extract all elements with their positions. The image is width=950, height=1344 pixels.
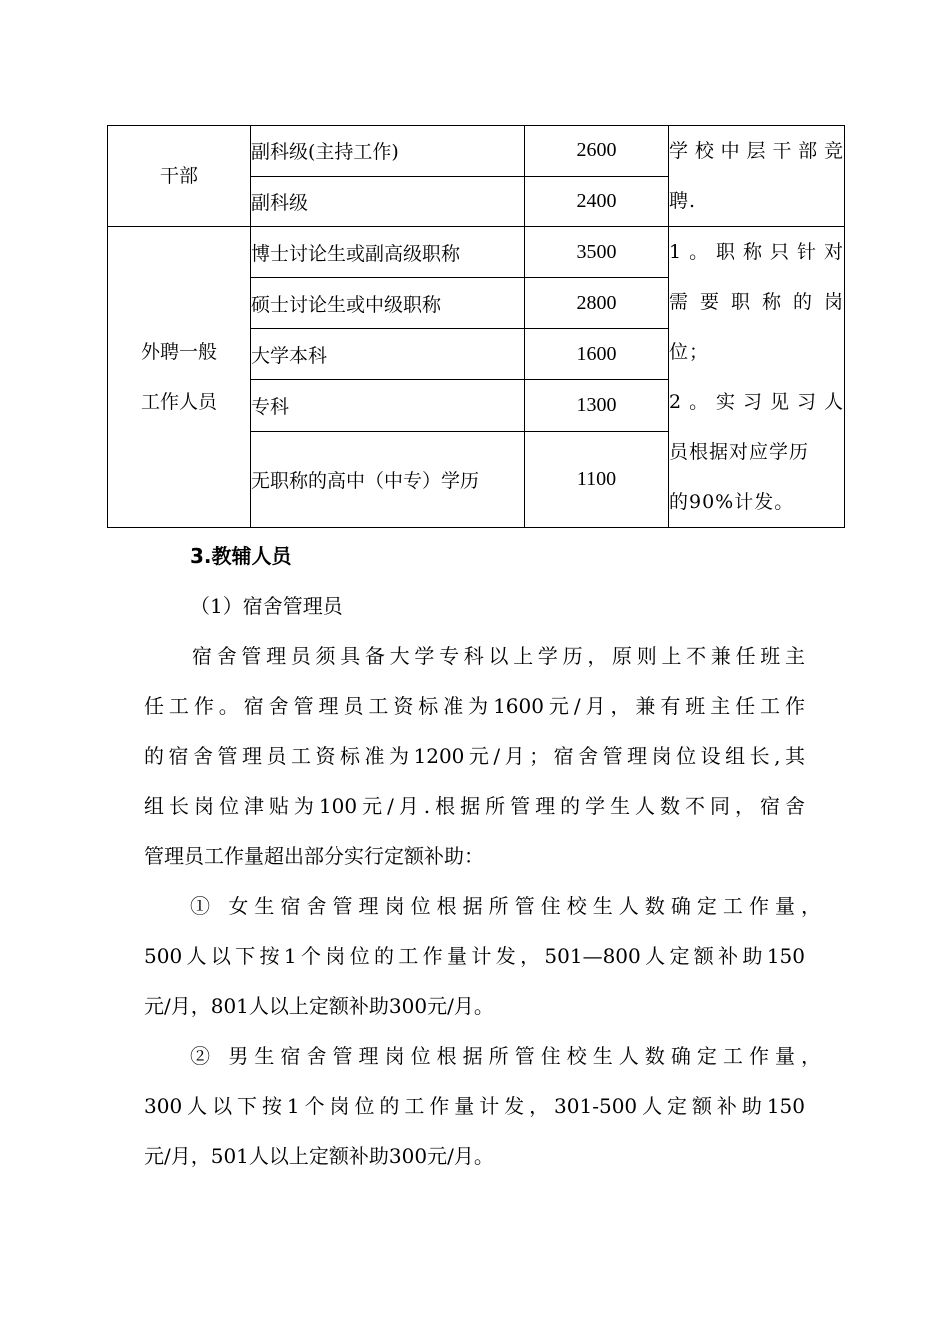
- paragraph-line: 管理员工作量超出部分实行定额补助：: [144, 844, 484, 868]
- amount-cell: 2800: [525, 278, 669, 329]
- paragraph-line: 的宿舍管理员工资标准为1200元/月；宿舍管理岗位设组长,其: [144, 744, 805, 768]
- category-cell-cadre: [108, 126, 251, 227]
- level-cell: 无职称的高中（中专）学历: [251, 431, 525, 527]
- note-line: 1。职称只针对: [669, 241, 844, 263]
- note-line: 位；: [669, 341, 710, 363]
- amount-cell: 1300: [525, 380, 669, 431]
- level-cell: 博士讨论生或副高级职称: [251, 227, 525, 278]
- level-cell: 副科级: [251, 176, 525, 227]
- salary-standard-table: [107, 125, 845, 528]
- paragraph-line: 组长岗位津贴为100元/月.根据所管理的学生人数不同，宿舍: [144, 794, 805, 818]
- paragraph-line: 宿舍管理员须具备大学专科以上学历，原则上不兼任班主: [192, 644, 805, 668]
- level-cell: 专科: [251, 380, 525, 431]
- category-cell-external-staff: [108, 227, 251, 528]
- amount-cell: 1600: [525, 329, 669, 380]
- category-line: 外聘一般: [140, 341, 217, 363]
- list-item-line: 元/月，801人以上定额补助300元/月。: [144, 994, 494, 1018]
- note-line: 2。实习见习人: [669, 391, 844, 413]
- list-item-line: 300人以下按1个岗位的工作量计发，301-500人定额补助150: [144, 1094, 805, 1118]
- category-line: 工作人员: [140, 391, 217, 413]
- note-cell-cadre: [669, 126, 845, 227]
- note-cell-external-staff: [669, 227, 845, 528]
- amount-cell: 3500: [525, 227, 669, 278]
- note-line: 学校中层干部竞: [669, 140, 844, 162]
- note-line: 员根据对应学历: [669, 441, 810, 463]
- list-item-line: 元/月，501人以上定额补助300元/月。: [144, 1144, 494, 1168]
- amount-cell: 2400: [525, 176, 669, 227]
- list-item-line: ① 女生宿舍管理岗位根据所管住校生人数确定工作量，: [190, 894, 821, 918]
- table-row: [108, 126, 845, 177]
- category-line: 干部: [159, 165, 198, 187]
- list-item-line: ② 男生宿舍管理岗位根据所管住校生人数确定工作量，: [190, 1044, 821, 1068]
- amount-cell: 2600: [525, 126, 669, 177]
- paragraph-line: 任工作。宿舍管理员工资标准为1600元/月，兼有班主任工作: [144, 694, 805, 718]
- list-item-line: 500人以下按1个岗位的工作量计发，501—800人定额补助150: [144, 944, 805, 968]
- level-cell: 副科级(主持工作): [251, 126, 525, 177]
- table-row: [108, 227, 845, 278]
- amount-cell: 1100: [525, 431, 669, 527]
- note-line: 需要职称的岗: [669, 291, 844, 313]
- note-line: 的90%计发。: [669, 491, 795, 513]
- level-cell: 硕士讨论生或中级职称: [251, 278, 525, 329]
- level-cell: 大学本科: [251, 329, 525, 380]
- subheading: （1）宿舍管理员: [190, 594, 343, 618]
- note-line: 聘.: [669, 190, 697, 212]
- section-heading: 3.教辅人员: [190, 544, 292, 568]
